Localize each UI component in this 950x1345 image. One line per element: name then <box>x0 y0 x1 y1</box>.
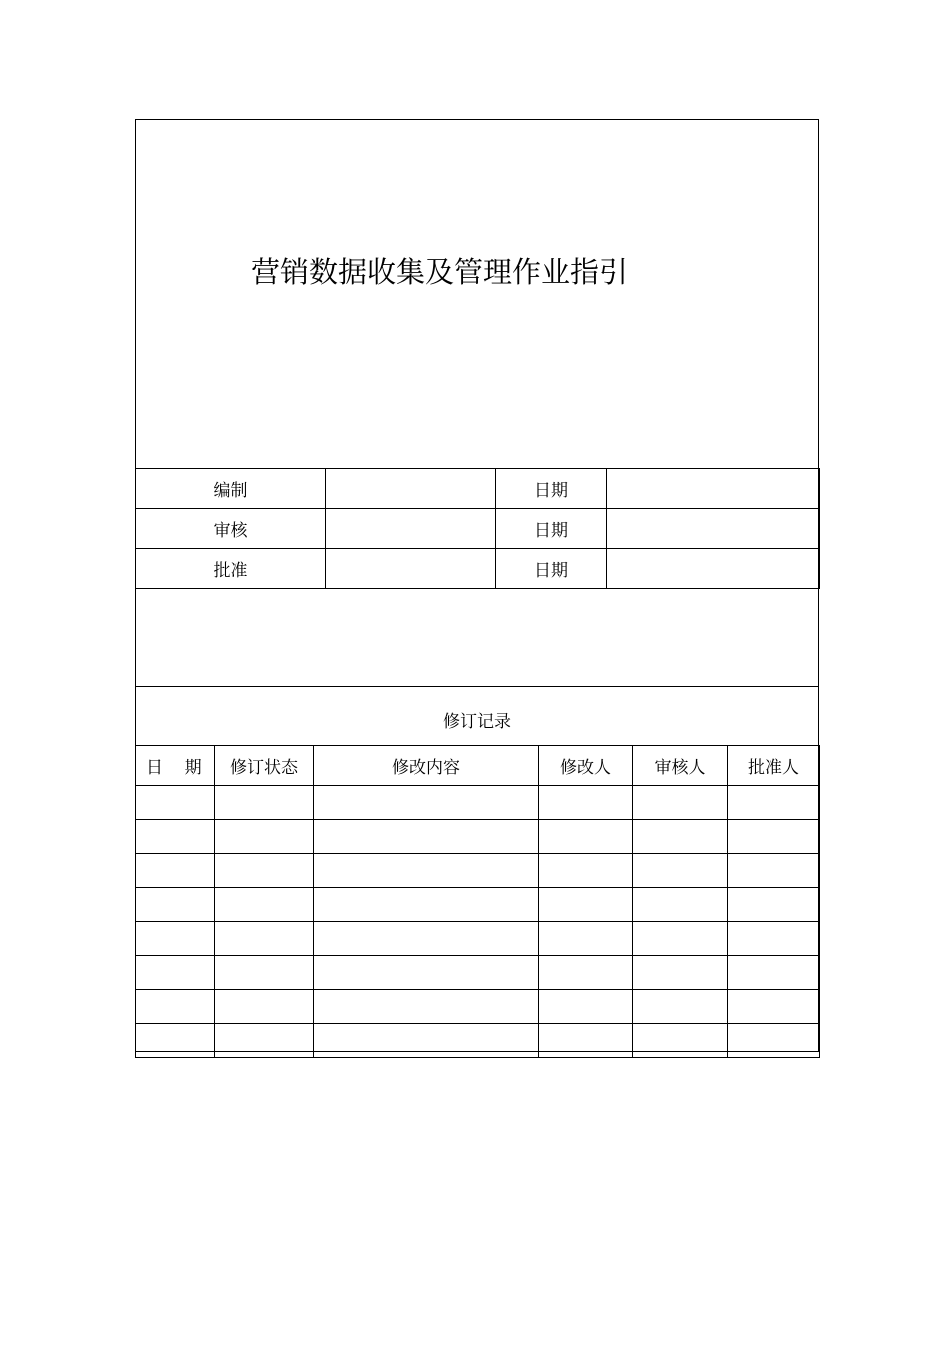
cell-modifier[interactable] <box>539 786 633 820</box>
blank-section <box>136 589 818 687</box>
document-title: 营销数据收集及管理作业指引 <box>251 255 629 289</box>
cell-modifier[interactable] <box>539 956 633 990</box>
approval-value-cell[interactable] <box>326 469 496 509</box>
revision-row <box>136 1024 820 1058</box>
column-header-approver: 批准人 <box>728 746 820 786</box>
cell-approver[interactable] <box>728 1024 820 1058</box>
cell-status[interactable] <box>215 922 314 956</box>
cell-modifier[interactable] <box>539 922 633 956</box>
date-label: 日期 <box>496 509 607 549</box>
cell-reviewer[interactable] <box>633 888 728 922</box>
cell-modifier[interactable] <box>539 820 633 854</box>
revision-row <box>136 956 820 990</box>
approval-row-prepared <box>136 469 820 509</box>
column-header-reviewer: 审核人 <box>633 746 728 786</box>
cell-reviewer[interactable] <box>633 854 728 888</box>
approval-row-approved <box>136 549 820 589</box>
cell-date[interactable] <box>136 922 215 956</box>
cell-reviewer[interactable] <box>633 990 728 1024</box>
cell-approver[interactable] <box>728 888 820 922</box>
cell-approver[interactable] <box>728 990 820 1024</box>
cell-status[interactable] <box>215 990 314 1024</box>
column-header-date: 日 期 <box>136 746 215 786</box>
cell-date[interactable] <box>136 820 215 854</box>
cell-date[interactable] <box>136 786 215 820</box>
revision-title-section <box>136 687 818 745</box>
cell-approver[interactable] <box>728 786 820 820</box>
cell-modifier[interactable] <box>539 990 633 1024</box>
approval-value-cell[interactable] <box>326 509 496 549</box>
approval-table <box>135 468 820 589</box>
cell-content[interactable] <box>314 990 539 1024</box>
approval-label: 批准 <box>136 549 326 589</box>
revision-row <box>136 888 820 922</box>
cell-date[interactable] <box>136 990 215 1024</box>
cell-reviewer[interactable] <box>633 786 728 820</box>
cell-reviewer[interactable] <box>633 922 728 956</box>
cell-content[interactable] <box>314 854 539 888</box>
cell-date[interactable] <box>136 854 215 888</box>
cell-status[interactable] <box>215 956 314 990</box>
cell-reviewer[interactable] <box>633 820 728 854</box>
approval-value-cell[interactable] <box>326 549 496 589</box>
column-header-status: 修订状态 <box>215 746 314 786</box>
approval-label: 编制 <box>136 469 326 509</box>
cell-status[interactable] <box>215 1024 314 1058</box>
column-header-content: 修改内容 <box>314 746 539 786</box>
cell-content[interactable] <box>314 786 539 820</box>
cell-date[interactable] <box>136 888 215 922</box>
cell-content[interactable] <box>314 956 539 990</box>
cell-modifier[interactable] <box>539 854 633 888</box>
cell-content[interactable] <box>314 888 539 922</box>
revision-row <box>136 854 820 888</box>
cell-modifier[interactable] <box>539 888 633 922</box>
revision-table <box>135 745 820 1058</box>
cell-status[interactable] <box>215 820 314 854</box>
cell-content[interactable] <box>314 1024 539 1058</box>
date-value-cell[interactable] <box>607 549 820 589</box>
cell-reviewer[interactable] <box>633 956 728 990</box>
cell-date[interactable] <box>136 956 215 990</box>
revision-record-title: 修订记录 <box>443 712 511 732</box>
date-label: 日期 <box>496 469 607 509</box>
cell-approver[interactable] <box>728 854 820 888</box>
revision-row <box>136 786 820 820</box>
cell-content[interactable] <box>314 820 539 854</box>
revision-row <box>136 990 820 1024</box>
date-label: 日期 <box>496 549 607 589</box>
date-value-cell[interactable] <box>607 469 820 509</box>
approval-row-reviewed <box>136 509 820 549</box>
cell-date[interactable] <box>136 1024 215 1058</box>
cell-reviewer[interactable] <box>633 1024 728 1058</box>
cell-approver[interactable] <box>728 922 820 956</box>
document-frame <box>135 119 819 1052</box>
title-section <box>136 120 818 469</box>
column-header-modifier: 修改人 <box>539 746 633 786</box>
revision-row <box>136 922 820 956</box>
cell-approver[interactable] <box>728 956 820 990</box>
cell-modifier[interactable] <box>539 1024 633 1058</box>
cell-content[interactable] <box>314 922 539 956</box>
cell-approver[interactable] <box>728 820 820 854</box>
revision-row <box>136 820 820 854</box>
date-value-cell[interactable] <box>607 509 820 549</box>
approval-label: 审核 <box>136 509 326 549</box>
revision-header-row <box>136 746 820 786</box>
cell-status[interactable] <box>215 888 314 922</box>
cell-status[interactable] <box>215 786 314 820</box>
cell-status[interactable] <box>215 854 314 888</box>
